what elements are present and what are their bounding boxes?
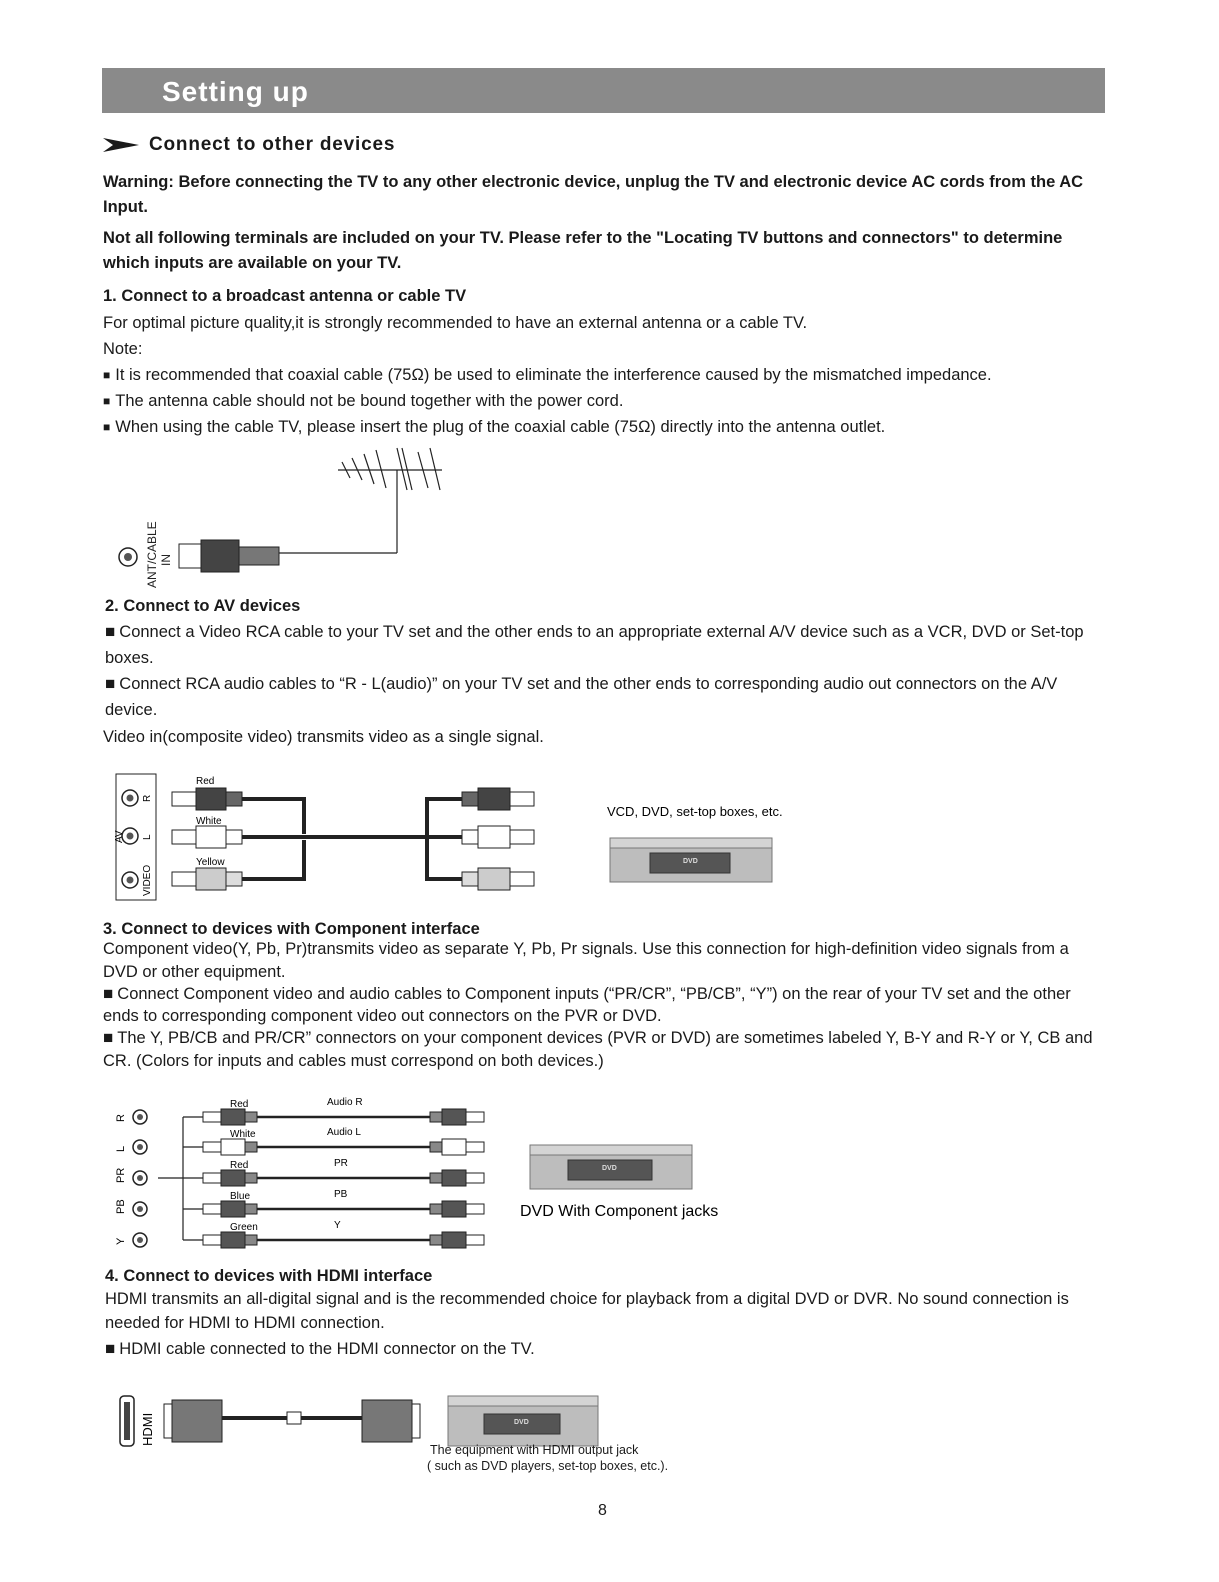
dvd-hdmi-icon [448,1396,598,1446]
ant-port-label: ANT/CABLE [145,521,159,588]
section2-note: Video in(composite video) transmits video as a single signal. [103,728,544,746]
subheading-text: Connect to other devices [149,134,396,155]
section3-intro: Component video(Y, Pb, Pr)transmits video as separate Y, Pb, Pr signals. Use this connection for high-definition video signals from a DVD or other equipment. [103,940,1069,981]
component-plug-left [203,1142,221,1152]
component-port-label: PR [115,1167,127,1183]
subheading [103,134,395,156]
dvd-logo-hdmi: DVD [514,1419,529,1426]
component-signal-label: Audio L [327,1127,361,1138]
component-cable-color: Green [230,1222,258,1233]
hdmi-cable [164,1400,420,1442]
page-banner [102,68,1105,113]
dvd-component-icon [530,1145,692,1189]
av-port-label-r: R [142,794,153,802]
dvd-logo-component: DVD [602,1165,617,1172]
section4-intro: HDMI transmits an all-digital signal and is the recommended choice for playback from a digital DVD or DVR. No sound connection is needed for HDMI to HDMI connection. [105,1290,1069,1332]
component-cable-color: Red [230,1099,249,1110]
component-cable-color: White [230,1129,256,1140]
section3-heading: 3. Connect to devices with Component interface [103,920,480,938]
component-plug-right [430,1112,442,1122]
component-signal-label: Y [334,1220,341,1231]
av-port-label-l: L [142,834,153,840]
plug-red-right [462,792,478,806]
antenna-icon [277,448,442,553]
section4-heading: 4. Connect to devices with HDMI interface [105,1267,433,1285]
component-cable-color: Blue [230,1191,251,1202]
coax-plug-icon [179,544,201,568]
av-port-label-av: AV [114,830,125,843]
section2-bullet-1: ■ Connect a Video RCA cable to your TV set and the other ends to an appropriate external A/V device such as a VCR, DVD or Set-top boxes. [105,619,1107,671]
section1-heading: 1. Connect to a broadcast antenna or cable TV [103,287,467,305]
plug-yellow-right [462,872,478,886]
component-port-label: R [115,1114,127,1122]
page-number: 8 [598,1502,607,1519]
section4-bullet-1: ■ HDMI cable connected to the HDMI connector on the TV. [105,1336,535,1362]
component-cable-color: Red [230,1160,249,1171]
component-signal-label: PB [334,1189,348,1200]
section1-intro: For optimal picture quality,it is strongly recommended to have an external antenna or a cable TV. [103,314,808,332]
av-port-label-video: VIDEO [142,864,153,896]
section3-bullet-1: ■ Connect Component video and audio cables to Component inputs (“PR/CR”, “PB/CB”, “Y”) on the rear of your TV set and the other ends to corresponding component video out connectors on the PVR or DVD. [103,983,1108,1027]
antenna-diagram [112,440,472,595]
warning-text: Warning: Before connecting the TV to any other electronic device, unplug the TV and electronic device AC cords from the AC Input. [103,173,1084,216]
cable-label-yellow: Yellow [196,857,225,868]
component-diagram [108,1090,738,1260]
component-plug-left [203,1204,221,1214]
section3-bullet-2: ■ The Y, PB/CB and PR/CR” connectors on your component devices (PVR or DVD) are sometimes labeled Y, B-Y and R-Y or Y, CB and CR. (Colors for inputs and cables must correspond on both devices.) [103,1026,1108,1073]
hdmi-caption-1: The equipment with HDMI output jack [430,1443,639,1457]
av-device-caption: VCD, DVD, set-top boxes, etc. [607,804,783,819]
component-plug-right [430,1235,442,1245]
arrow-icon [103,137,139,153]
section1-bullet-3: ■ When using the cable TV, please insert the plug of the coaxial cable (75Ω) directly into the antenna outlet. [103,414,885,441]
av-diagram [112,768,802,903]
plug-white-right [462,830,478,844]
section2-bullet-2: ■ Connect RCA audio cables to “R - L(audio)” on your TV set and the other ends to corresponding audio out connectors on the A/V device. [105,671,1107,723]
plug-yellow-left [172,872,196,886]
plug-red-left [172,792,196,806]
component-plug-right [430,1142,442,1152]
component-device-caption: DVD With Component jacks [520,1203,719,1220]
section1-bullet-2: ■ The antenna cable should not be bound together with the power cord. [103,388,623,415]
plug-white-left [172,830,196,844]
hdmi-port-label: HDMI [140,1412,155,1446]
component-plug-left [203,1173,221,1183]
section2-heading: 2. Connect to AV devices [105,597,301,615]
section1-note-label: Note: [103,340,143,358]
dvd-player-icon [610,838,772,882]
component-signal-label: Audio R [327,1097,363,1108]
component-plug-left [203,1235,221,1245]
cable-label-white: White [196,816,222,827]
banner-title: Setting up [162,76,309,107]
component-plug-left [203,1112,221,1122]
cable-label-red: Red [196,776,215,787]
section1-bullet-1: ■ It is recommended that coaxial cable (75Ω) be used to eliminate the interference caused by the mismatched impedance. [103,362,992,389]
ant-port-label-in: IN [159,554,173,566]
component-port-label: Y [115,1237,127,1245]
component-port-label: L [115,1145,127,1152]
component-port-label: PB [115,1199,127,1214]
av-cables [242,799,462,879]
hdmi-caption-2: ( such as DVD players, set-top boxes, etc.). [427,1459,669,1473]
component-plug-right [430,1173,442,1183]
dvd-logo: DVD [683,858,698,865]
terminals-note: Not all following terminals are included on your TV. Please refer to the "Locating TV buttons and connectors" to determine which inputs are available on your TV. [103,229,1063,272]
component-plug-right [430,1204,442,1214]
component-signal-label: PR [334,1158,348,1169]
